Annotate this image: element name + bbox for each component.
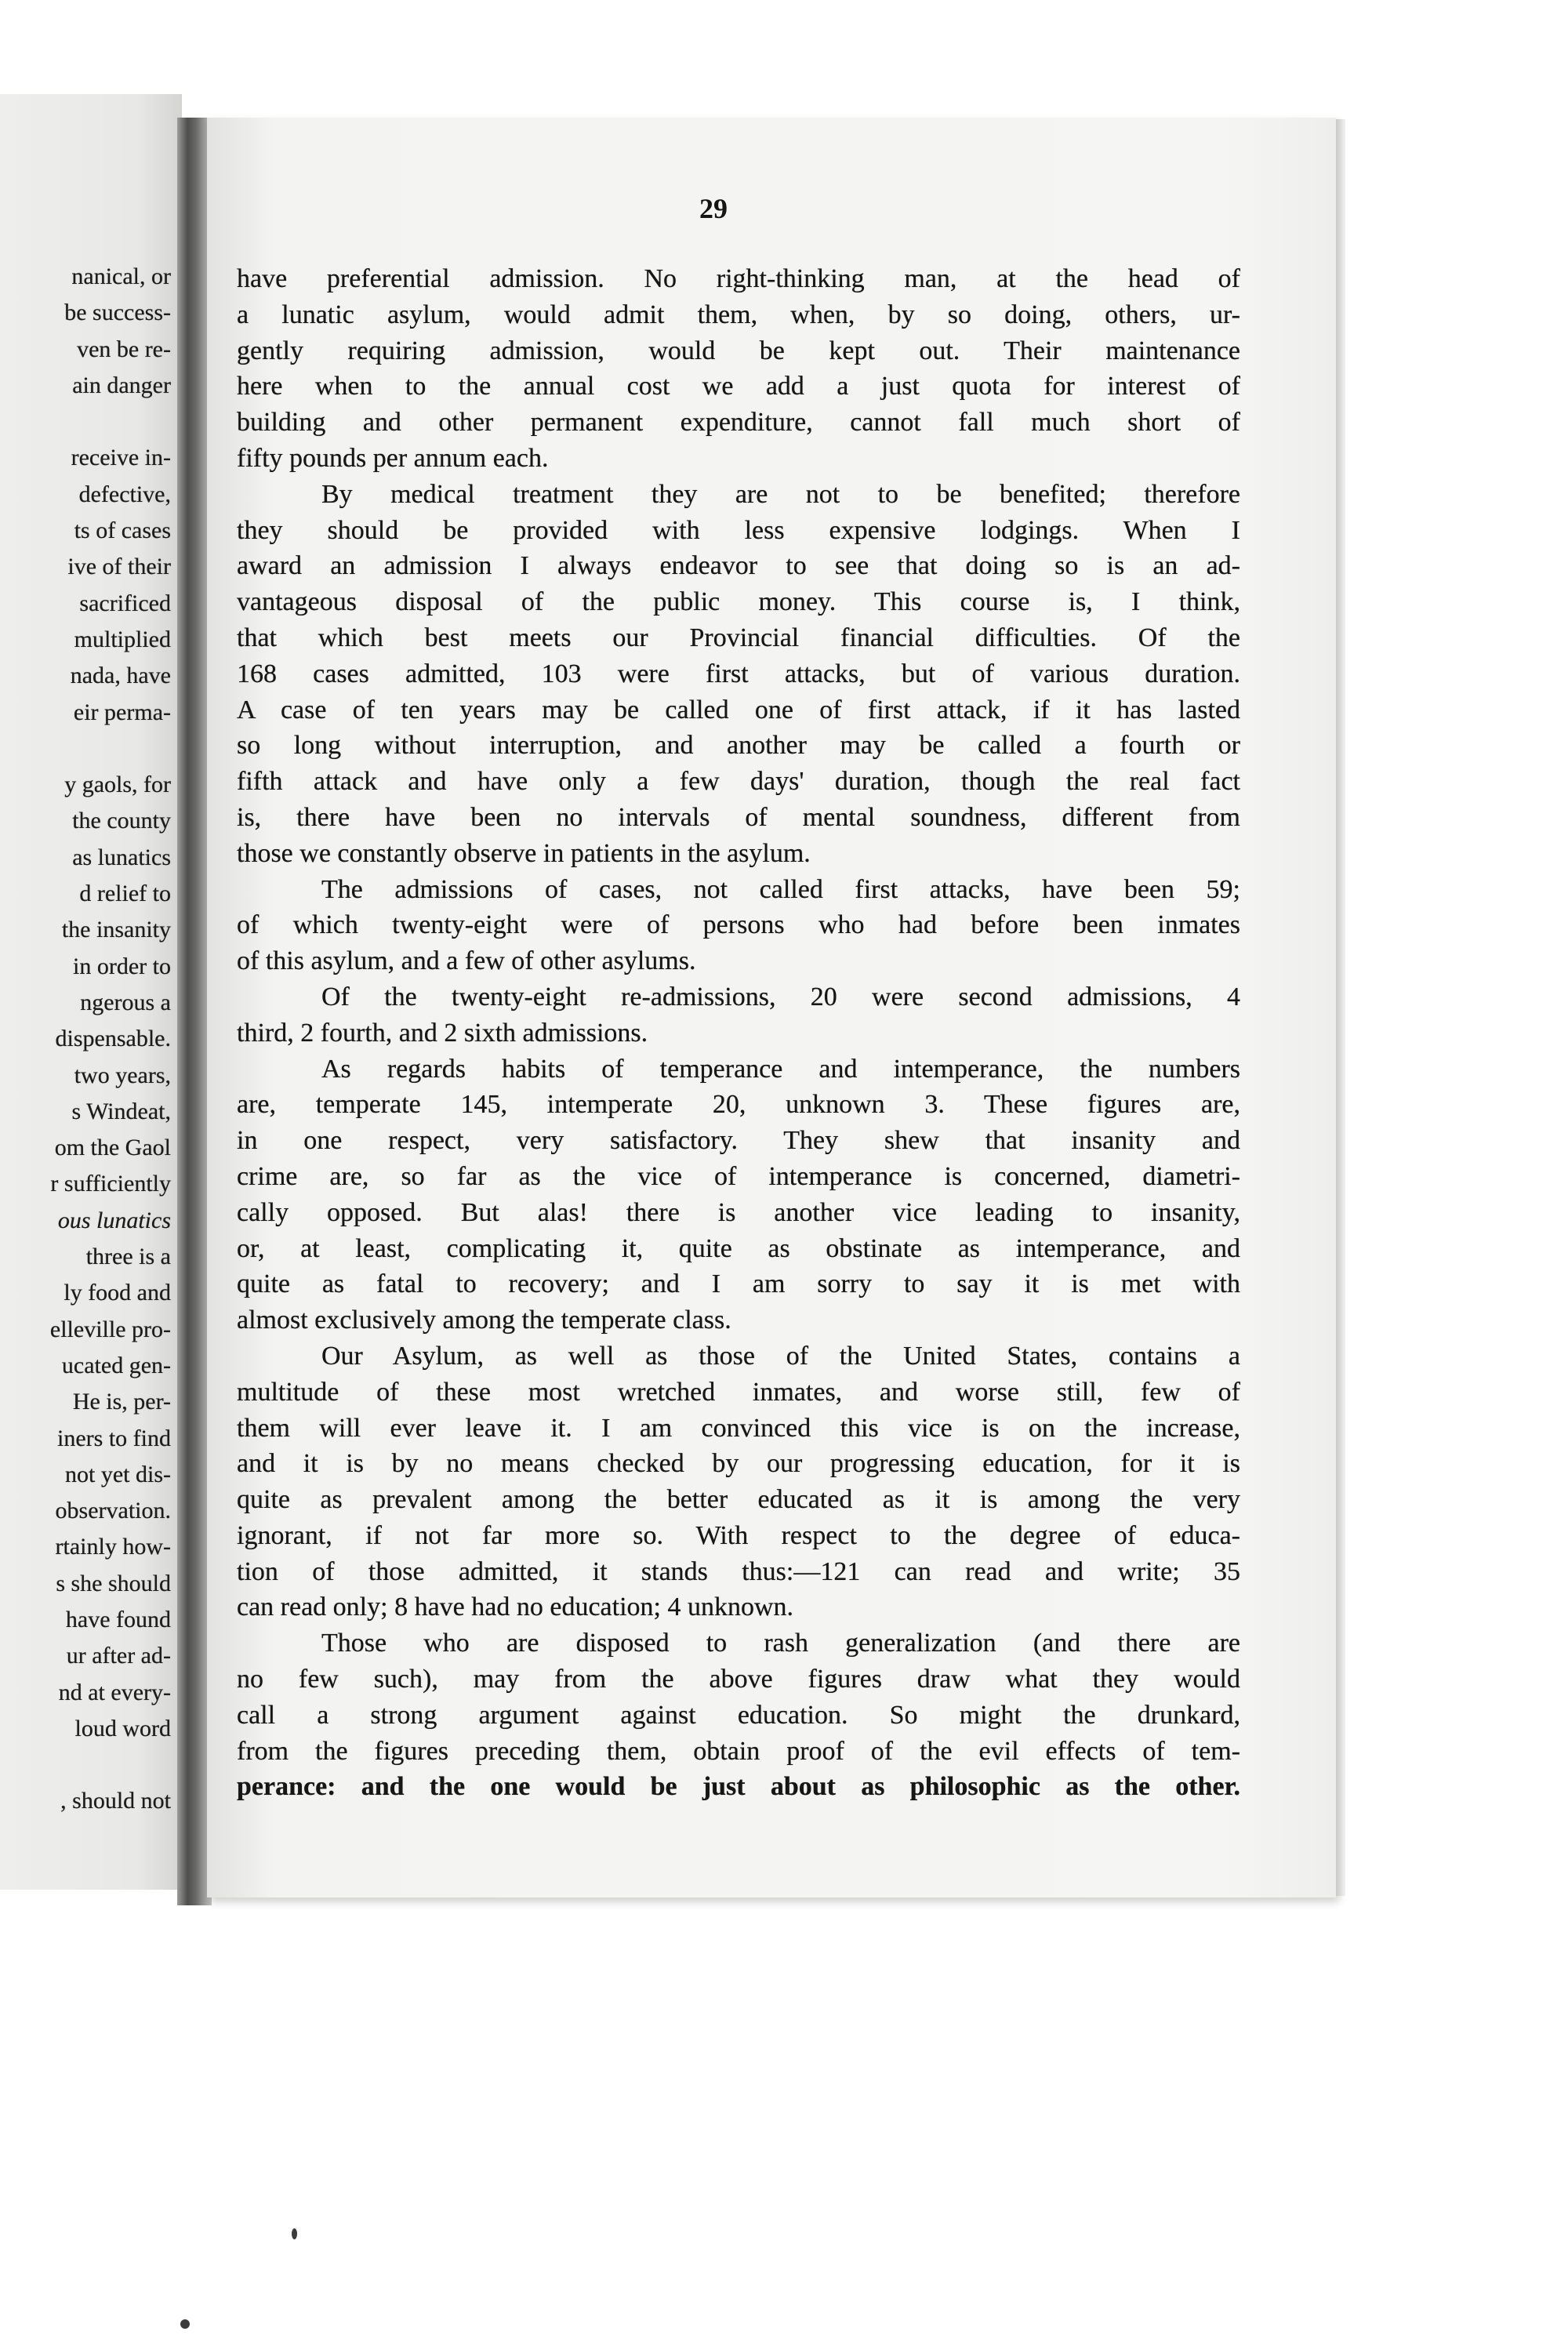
page-edge [1336, 119, 1345, 1896]
text-line: multiplied [74, 626, 171, 652]
text-line: call a strong argument against education. So might the drunkard, [237, 1700, 1240, 1730]
text-line: that which best meets our Provincial financial difficulties. Of the [237, 623, 1240, 652]
text-line: them will ever leave it. I am convinced this vice is on the increase, [237, 1413, 1240, 1443]
text-line: be success- [64, 300, 171, 326]
text-line: ngerous a [80, 989, 171, 1015]
text-line: y gaols, for [64, 772, 171, 798]
text-line: here when to the annual cost we add a just quota for interest of [237, 372, 1240, 401]
text-line: ive of their [67, 554, 171, 580]
text-line: a lunatic asylum, would admit them, when, by so doing, others, ur- [237, 300, 1240, 329]
text-line: almost exclusively among the temperate class. [237, 1306, 731, 1335]
text-line: of this asylum, and a few of other asylums. [237, 946, 696, 976]
text-line: om the Gaol [54, 1135, 171, 1161]
text-line: award an admission I always endeavor to see that doing so is an ad- [237, 551, 1240, 581]
text-line: of which twenty-eight were of persons who had before been inmates [237, 910, 1240, 940]
text-line: s she should [56, 1570, 171, 1596]
text-line: iners to find [57, 1425, 171, 1451]
text-line: ts of cases [74, 518, 171, 544]
text-line: crime are, so far as the vice of intemperance is concerned, diametri- [237, 1161, 1240, 1191]
text-line: perance: and the one would be just about as philosophic as the other. [237, 1772, 1240, 1802]
text-line: tion of those admitted, it stands thus:—121 can read and write; 35 [237, 1556, 1240, 1586]
text-line: building and other permanent expenditure, cannot fall much short of [237, 408, 1240, 438]
text-line: A case of ten years may be called one of first attack, if it has lasted [237, 695, 1240, 724]
text-line: quite as prevalent among the better educated as it is among the very [237, 1485, 1240, 1515]
paragraph-first-line: Those who are disposed to rash generalization (and there are [321, 1629, 1240, 1658]
text-line: 168 cases admitted, 103 were first attacks, but of various duration. [237, 659, 1240, 688]
text-line: multitude of these most wretched inmates, and worse still, few of [237, 1377, 1240, 1407]
text-line [0, 1747, 171, 1783]
text-line [0, 404, 171, 440]
text-line: fifth attack and have only a few days' duration, though the real fact [237, 767, 1240, 797]
text-line: or, at least, complicating it, quite as obstinate as intemperance, and [237, 1233, 1240, 1263]
text-line: , should not [60, 1788, 171, 1814]
text-line: vantageous disposal of the public money. This course is, I think, [237, 587, 1240, 617]
text-line: nada, have [70, 663, 171, 689]
paragraph-first-line: As regards habits of temperance and intemperance, the numbers [321, 1054, 1240, 1084]
paragraph-first-line: Of the twenty-eight re-admissions, 20 were second admissions, 4 [321, 982, 1240, 1011]
text-line: cally opposed. But alas! there is another vice leading to insanity, [237, 1197, 1240, 1227]
text-line: from the figures preceding them, obtain proof of the evil effects of tem- [237, 1736, 1240, 1766]
text-line: are, temperate 145, intemperate 20, unknown 3. These figures are, [237, 1090, 1240, 1120]
text-line: ly food and [64, 1280, 171, 1306]
text-line: gently requiring admission, would be kept out. Their maintenance [237, 336, 1240, 365]
text-line: fifty pounds per annum each. [237, 443, 549, 473]
text-line: elleville pro- [49, 1316, 171, 1342]
text-line: He is, per- [72, 1389, 171, 1415]
text-line: observation. [55, 1498, 171, 1524]
dust-speck [180, 2319, 190, 2329]
text-line: r sufficiently [50, 1171, 171, 1197]
text-line: ain danger [72, 372, 171, 398]
text-line: receive in- [71, 445, 171, 471]
text-line: no few such), may from the above figures draw what they would [237, 1665, 1240, 1694]
text-line: three is a [85, 1244, 171, 1270]
text-line: d relief to [79, 881, 171, 907]
text-line: nanical, or [71, 263, 171, 289]
text-line: the county [72, 808, 171, 834]
text-line: have preferential admission. No right-thinking man, at the head of [237, 264, 1240, 293]
text-line: in order to [73, 953, 171, 979]
text-line: rtainly how- [55, 1534, 171, 1560]
text-line: can read only; 8 have had no education; 4 unknown. [237, 1592, 794, 1622]
text-line: loud word [74, 1715, 171, 1741]
text-line: nd at every- [58, 1679, 171, 1705]
text-line: is, there have been no intervals of mental soundness, different from [237, 802, 1240, 832]
text-line: ignorant, if not far more so. With respect to the degree of educa- [237, 1520, 1240, 1550]
text-line [0, 731, 171, 767]
paragraph-first-line: By medical treatment they are not to be benefited; therefore [321, 479, 1240, 509]
text-line: the insanity [61, 917, 171, 943]
previous-page-text [0, 259, 171, 1820]
text-line: s Windeat, [71, 1098, 171, 1124]
paragraph-first-line: Our Asylum, as well as those of the United States, contains a [321, 1341, 1240, 1371]
previous-page [0, 94, 182, 1890]
text-line: they should be provided with less expensive lodgings. When I [237, 515, 1240, 545]
text-line: sacrificed [79, 590, 171, 616]
text-line: those we constantly observe in patients in the asylum. [237, 838, 811, 868]
text-line: have found [65, 1606, 171, 1632]
page-body-text [237, 261, 1240, 1805]
text-line: ur after ad- [66, 1643, 171, 1669]
text-line: ven be re- [77, 336, 171, 362]
text-line: not yet dis- [65, 1461, 171, 1487]
text-line: eir perma- [73, 699, 171, 725]
page-number: 29 [699, 193, 728, 224]
text-line: ucated gen- [61, 1352, 171, 1378]
text-line: quite as fatal to recovery; and I am sorry to say it is met with [237, 1269, 1240, 1299]
text-line: third, 2 fourth, and 2 sixth admissions. [237, 1018, 648, 1048]
text-line: as lunatics [72, 844, 171, 870]
text-line: so long without interruption, and another may be called a fourth or [237, 731, 1240, 761]
text-line: and it is by no means checked by our progressing education, for it is [237, 1449, 1240, 1479]
text-line: dispensable. [55, 1026, 171, 1052]
text-line: in one respect, very satisfactory. They shew that insanity and [237, 1126, 1240, 1156]
text-line: ous lunatics [57, 1207, 171, 1233]
text-line: two years, [74, 1062, 171, 1088]
text-line: defective, [78, 481, 171, 507]
paragraph-first-line: The admissions of cases, not called first attacks, have been 59; [321, 874, 1240, 904]
dust-speck [292, 2228, 297, 2239]
